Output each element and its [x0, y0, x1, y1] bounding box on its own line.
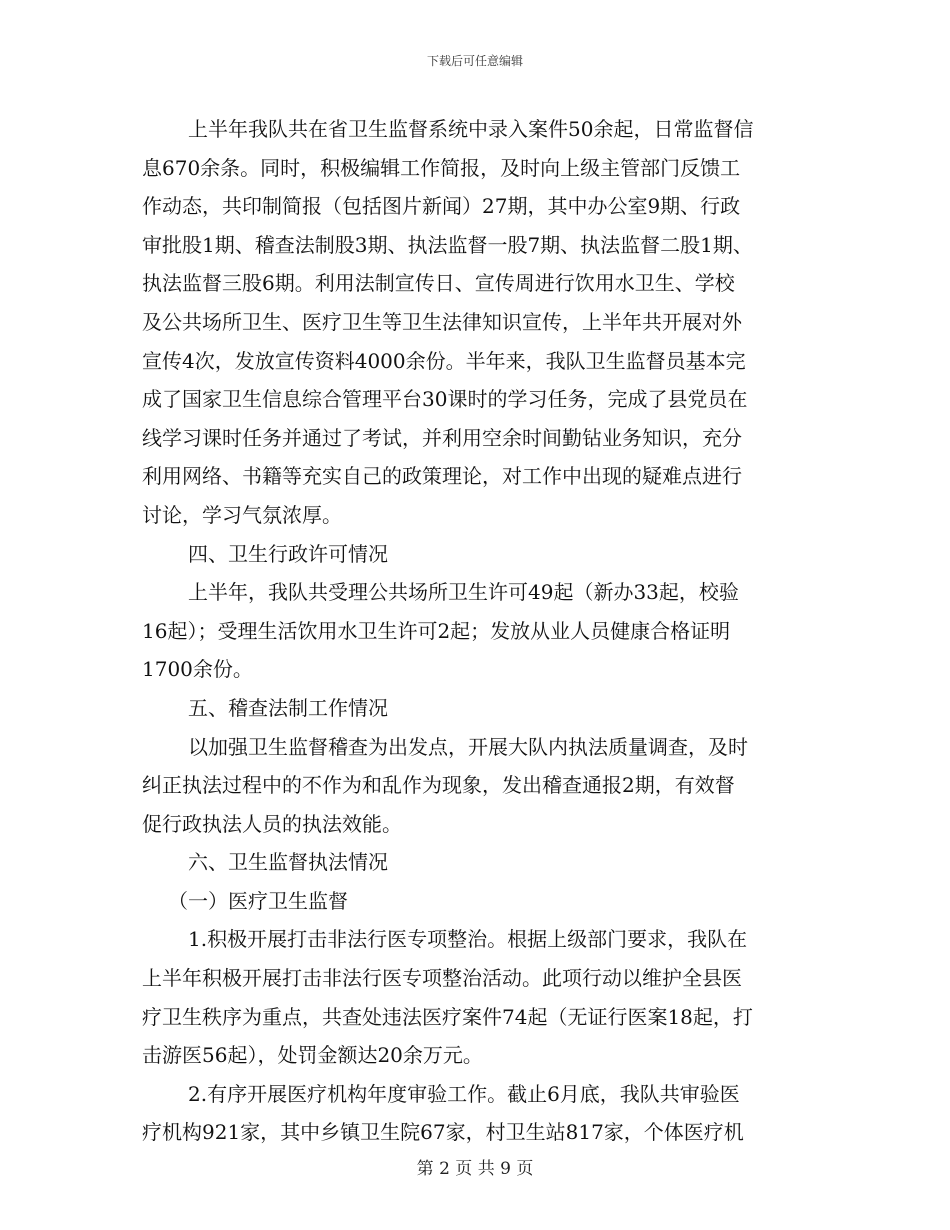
text-line: 促行政执法人员的执法效能。: [142, 811, 402, 836]
text-line: 作动态，共印制简报（包括图片新闻）27期，其中办公室9期、行政: [142, 194, 741, 219]
text-line: 16起）；受理生活饮用水卫生许可2起；发放从业人员健康合格证明: [142, 618, 731, 643]
text-line: 成了国家卫生信息综合管理平台30课时的学习任务，完成了县党员在: [142, 387, 748, 412]
text-line: 线学习课时任务并通过了考试，并利用空余时间勤钻业务知识，充分: [142, 425, 742, 450]
text-line: 疗卫生秩序为重点，共查处违法医疗案件74起（无证行医案18起，打: [142, 1004, 753, 1029]
text-line: 讨论，学习气氛浓厚。: [142, 502, 342, 527]
page-header: 下载后可任意编辑: [426, 54, 523, 68]
text-line: 上半年我队共在省卫生监督系统中录入案件50余起，日常监督信: [188, 117, 754, 141]
text-line: 击游医56起），处罚金额达20余万元。: [142, 1043, 483, 1068]
text-line: 1700余份。: [142, 657, 253, 682]
text-line: 审批股1期、稽查法制股3期、执法监督一股7期、执法监督二股1期、: [142, 232, 753, 257]
page-footer: 第 2 页 共 9 页: [416, 1159, 534, 1179]
text-line: 利用网络、书籍等充实自己的政策理论，对工作中出现的疑难点进行: [142, 464, 742, 489]
text-line: 疗机构921家，其中乡镇卫生院67家，村卫生站817家，个体医疗机: [142, 1120, 744, 1145]
text-line: 五、稽查法制工作情况: [188, 695, 388, 720]
text-line: 以加强卫生监督稽查为出发点，开展大队内执法质量调查，及时: [188, 734, 748, 759]
text-line: 宣传4次，发放宣传资料4000余份。半年来，我队卫生监督员基本完: [142, 348, 746, 373]
text-line: 上半年积极开展打击非法行医专项整治活动。此项行动以维护全县医: [142, 966, 742, 991]
text-line: 2.有序开展医疗机构年度审验工作。截止6月底，我队共审验医: [188, 1081, 740, 1106]
document-body: [142, 115, 822, 1157]
text-line: 息670余条。同时，积极编辑工作简报，及时向上级主管部门反馈工: [142, 155, 741, 180]
text-line: （一）医疗卫生监督: [168, 888, 348, 913]
text-line: 执法监督三股6期。利用法制宣传日、宣传周进行饮用水卫生、学校: [142, 271, 735, 296]
text-line: 六、卫生监督执法情况: [188, 850, 388, 875]
text-line: 1.积极开展打击非法行医专项整治。根据上级部门要求，我队在: [188, 927, 748, 952]
text-line: 及公共场所卫生、医疗卫生等卫生法律知识宣传，上半年共开展对外: [142, 309, 742, 334]
text-line: 四、卫生行政许可情况: [188, 541, 388, 566]
text-line: 上半年，我队共受理公共场所卫生许可49起（新办33起，校验: [188, 580, 739, 605]
text-line: 纠正执法过程中的不作为和乱作为现象，发出稽查通报2期，有效督: [142, 773, 735, 798]
